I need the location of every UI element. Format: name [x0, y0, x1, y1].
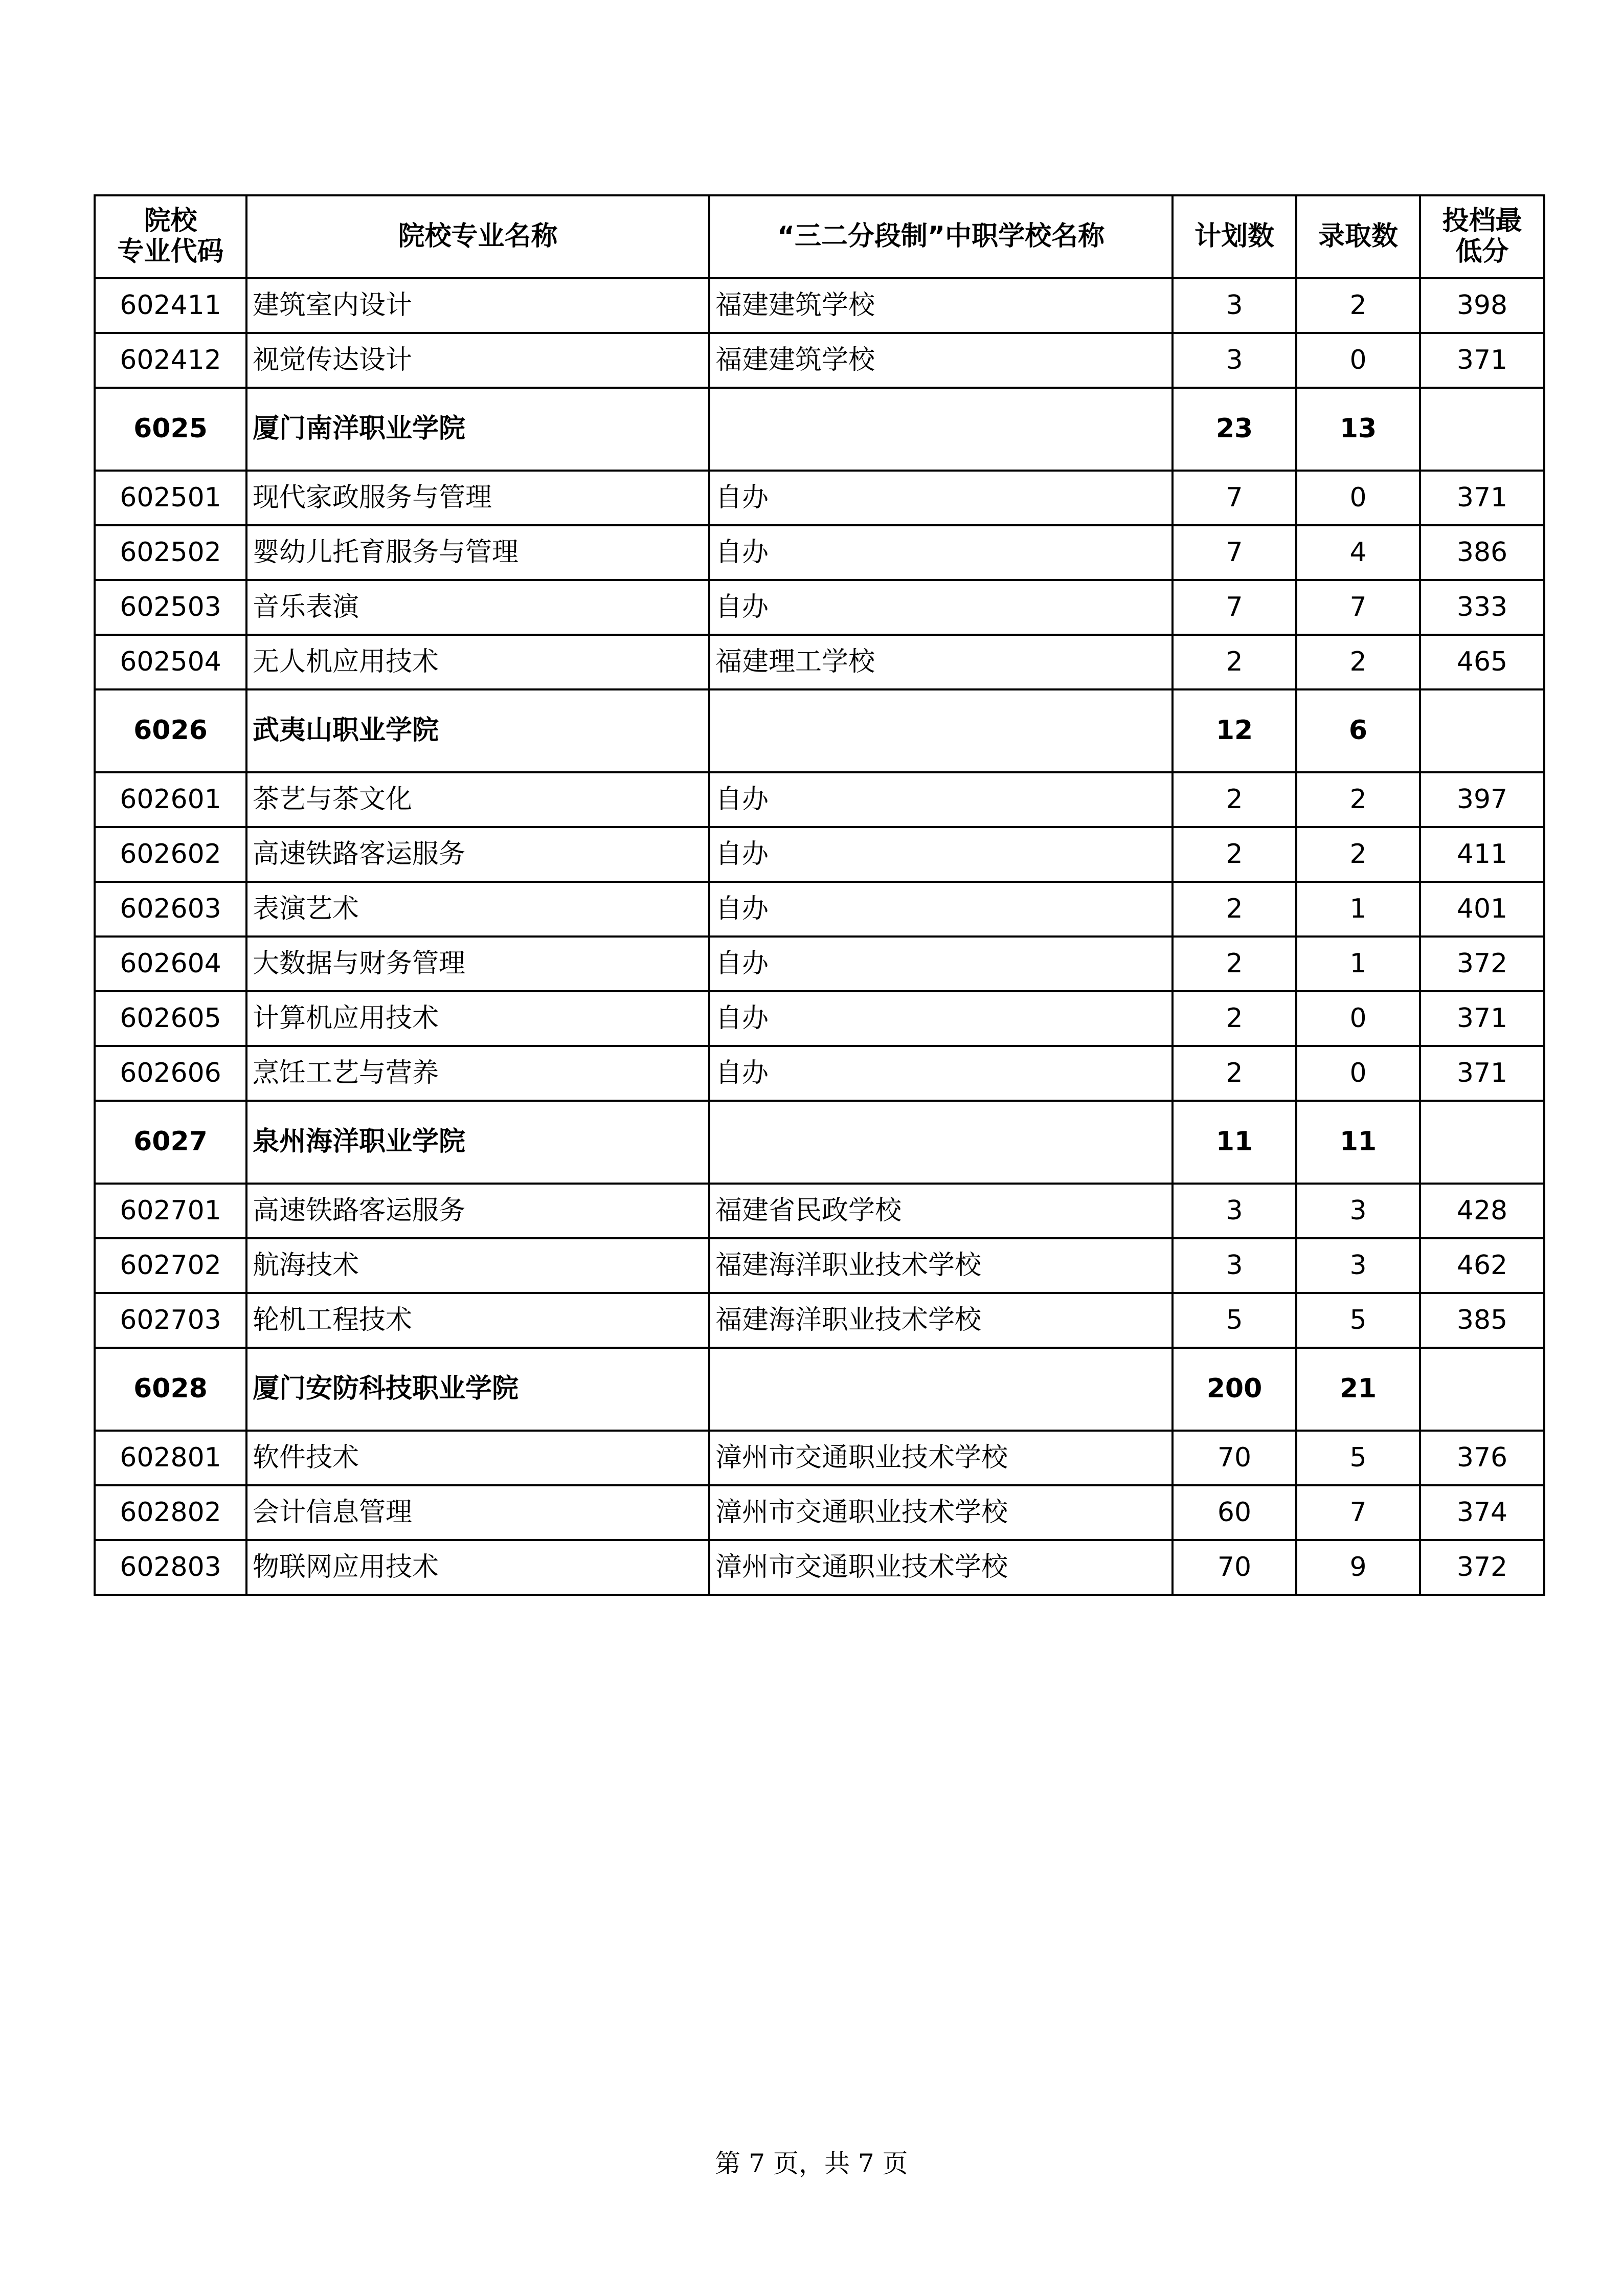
college-row [95, 388, 1544, 471]
cell-name: 物联网应用技术 [246, 1540, 709, 1595]
cell-school: 福建建筑学校 [709, 333, 1173, 388]
cell-code: 602603 [95, 882, 246, 937]
header-admitted: 录取数 [1296, 195, 1420, 278]
cell-school: 漳州市交通职业技术学校 [709, 1485, 1173, 1540]
cell-min-score: 398 [1420, 278, 1544, 333]
cell-min-score: 372 [1420, 1540, 1544, 1595]
cell-school: 自办 [709, 991, 1173, 1046]
cell-school [709, 388, 1173, 471]
cell-code: 602606 [95, 1046, 246, 1101]
cell-min-score: 411 [1420, 827, 1544, 882]
cell-admitted: 5 [1296, 1293, 1420, 1348]
cell-name: 计算机应用技术 [246, 991, 709, 1046]
cell-min-score [1420, 1101, 1544, 1184]
cell-min-score: 372 [1420, 937, 1544, 991]
cell-admitted: 2 [1296, 635, 1420, 689]
cell-plan: 12 [1173, 689, 1296, 772]
cell-plan: 7 [1173, 580, 1296, 635]
cell-school: 自办 [709, 772, 1173, 827]
cell-plan: 2 [1173, 882, 1296, 937]
header-school-name: “三二分段制”中职学校名称 [709, 195, 1173, 278]
cell-admitted: 2 [1296, 772, 1420, 827]
cell-school: 自办 [709, 525, 1173, 580]
cell-admitted: 2 [1296, 827, 1420, 882]
college-row [95, 1101, 1544, 1184]
cell-name: 建筑室内设计 [246, 278, 709, 333]
cell-admitted: 0 [1296, 1046, 1420, 1101]
cell-admitted: 2 [1296, 278, 1420, 333]
table-row [95, 1184, 1544, 1238]
cell-code: 602504 [95, 635, 246, 689]
cell-min-score: 371 [1420, 991, 1544, 1046]
cell-name: 现代家政服务与管理 [246, 471, 709, 525]
cell-school [709, 1348, 1173, 1431]
cell-plan: 3 [1173, 1238, 1296, 1293]
cell-name: 高速铁路客运服务 [246, 1184, 709, 1238]
cell-code: 602601 [95, 772, 246, 827]
table-row [95, 333, 1544, 388]
cell-school [709, 689, 1173, 772]
cell-plan: 2 [1173, 827, 1296, 882]
table-row [95, 937, 1544, 991]
cell-name: 厦门南洋职业学院 [246, 388, 709, 471]
cell-plan: 2 [1173, 991, 1296, 1046]
cell-admitted: 7 [1296, 1485, 1420, 1540]
cell-code: 602503 [95, 580, 246, 635]
table-row [95, 882, 1544, 937]
cell-min-score: 386 [1420, 525, 1544, 580]
college-row [95, 689, 1544, 772]
cell-school: 自办 [709, 580, 1173, 635]
cell-plan: 3 [1173, 1184, 1296, 1238]
cell-code: 602605 [95, 991, 246, 1046]
cell-plan: 2 [1173, 635, 1296, 689]
cell-name: 航海技术 [246, 1238, 709, 1293]
cell-code: 602412 [95, 333, 246, 388]
cell-name: 无人机应用技术 [246, 635, 709, 689]
cell-school: 自办 [709, 827, 1173, 882]
cell-plan: 2 [1173, 937, 1296, 991]
cell-name: 武夷山职业学院 [246, 689, 709, 772]
cell-code: 602701 [95, 1184, 246, 1238]
cell-admitted: 0 [1296, 333, 1420, 388]
cell-min-score: 374 [1420, 1485, 1544, 1540]
cell-code: 6027 [95, 1101, 246, 1184]
cell-name: 泉州海洋职业学院 [246, 1101, 709, 1184]
cell-plan: 70 [1173, 1431, 1296, 1485]
cell-name: 轮机工程技术 [246, 1293, 709, 1348]
cell-min-score [1420, 689, 1544, 772]
cell-admitted: 13 [1296, 388, 1420, 471]
table-row [95, 1540, 1544, 1595]
cell-plan: 7 [1173, 471, 1296, 525]
cell-min-score [1420, 1348, 1544, 1431]
cell-code: 602702 [95, 1238, 246, 1293]
table-row [95, 1293, 1544, 1348]
cell-name: 会计信息管理 [246, 1485, 709, 1540]
table-row [95, 635, 1544, 689]
cell-code: 602602 [95, 827, 246, 882]
cell-plan: 23 [1173, 388, 1296, 471]
cell-admitted: 9 [1296, 1540, 1420, 1595]
college-row [95, 1348, 1544, 1431]
cell-plan: 7 [1173, 525, 1296, 580]
cell-admitted: 0 [1296, 471, 1420, 525]
cell-code: 6025 [95, 388, 246, 471]
header-row [95, 195, 1544, 278]
cell-admitted: 1 [1296, 882, 1420, 937]
cell-admitted: 11 [1296, 1101, 1420, 1184]
cell-name: 厦门安防科技职业学院 [246, 1348, 709, 1431]
cell-school: 福建省民政学校 [709, 1184, 1173, 1238]
cell-plan: 2 [1173, 772, 1296, 827]
cell-min-score: 428 [1420, 1184, 1544, 1238]
cell-plan: 11 [1173, 1101, 1296, 1184]
cell-admitted: 6 [1296, 689, 1420, 772]
cell-min-score [1420, 388, 1544, 471]
cell-min-score: 376 [1420, 1431, 1544, 1485]
table-row [95, 1485, 1544, 1540]
table-row [95, 471, 1544, 525]
cell-school: 漳州市交通职业技术学校 [709, 1431, 1173, 1485]
page-number: 第 7 页，共 7 页 [715, 2149, 908, 2178]
table-row [95, 772, 1544, 827]
cell-code: 602604 [95, 937, 246, 991]
cell-code: 6028 [95, 1348, 246, 1431]
table-row [95, 278, 1544, 333]
cell-school: 福建海洋职业技术学校 [709, 1238, 1173, 1293]
cell-name: 烹饪工艺与营养 [246, 1046, 709, 1101]
cell-admitted: 5 [1296, 1431, 1420, 1485]
header-code: 院校 专业代码 [95, 195, 246, 278]
cell-name: 软件技术 [246, 1431, 709, 1485]
table-row [95, 1238, 1544, 1293]
cell-school: 福建海洋职业技术学校 [709, 1293, 1173, 1348]
header-min-score: 投档最 低分 [1420, 195, 1544, 278]
cell-min-score: 462 [1420, 1238, 1544, 1293]
cell-school [709, 1101, 1173, 1184]
table-row [95, 827, 1544, 882]
table-body [95, 278, 1544, 1595]
table-row [95, 991, 1544, 1046]
cell-name: 婴幼儿托育服务与管理 [246, 525, 709, 580]
cell-name: 茶艺与茶文化 [246, 772, 709, 827]
cell-admitted: 4 [1296, 525, 1420, 580]
cell-plan: 60 [1173, 1485, 1296, 1540]
cell-school: 自办 [709, 882, 1173, 937]
cell-name: 高速铁路客运服务 [246, 827, 709, 882]
cell-min-score: 465 [1420, 635, 1544, 689]
table-row [95, 1431, 1544, 1485]
cell-admitted: 3 [1296, 1184, 1420, 1238]
cell-school: 福建理工学校 [709, 635, 1173, 689]
cell-school: 自办 [709, 937, 1173, 991]
cell-min-score: 371 [1420, 333, 1544, 388]
cell-min-score: 371 [1420, 1046, 1544, 1101]
cell-plan: 70 [1173, 1540, 1296, 1595]
cell-admitted: 7 [1296, 580, 1420, 635]
cell-min-score: 371 [1420, 471, 1544, 525]
cell-min-score: 385 [1420, 1293, 1544, 1348]
cell-school: 福建建筑学校 [709, 278, 1173, 333]
cell-plan: 3 [1173, 333, 1296, 388]
cell-min-score: 397 [1420, 772, 1544, 827]
header-major-name: 院校专业名称 [246, 195, 709, 278]
cell-code: 602411 [95, 278, 246, 333]
cell-code: 602501 [95, 471, 246, 525]
table-row [95, 580, 1544, 635]
cell-admitted: 21 [1296, 1348, 1420, 1431]
table-row [95, 525, 1544, 580]
cell-name: 音乐表演 [246, 580, 709, 635]
cell-code: 6026 [95, 689, 246, 772]
cell-plan: 3 [1173, 278, 1296, 333]
cell-admitted: 3 [1296, 1238, 1420, 1293]
cell-school: 自办 [709, 1046, 1173, 1101]
cell-plan: 5 [1173, 1293, 1296, 1348]
cell-plan: 200 [1173, 1348, 1296, 1431]
cell-name: 视觉传达设计 [246, 333, 709, 388]
admissions-table [94, 194, 1545, 1596]
cell-code: 602801 [95, 1431, 246, 1485]
cell-school: 自办 [709, 471, 1173, 525]
cell-min-score: 333 [1420, 580, 1544, 635]
cell-code: 602803 [95, 1540, 246, 1595]
table-row [95, 1046, 1544, 1101]
header-plan: 计划数 [1173, 195, 1296, 278]
cell-school: 漳州市交通职业技术学校 [709, 1540, 1173, 1595]
cell-name: 表演艺术 [246, 882, 709, 937]
cell-admitted: 1 [1296, 937, 1420, 991]
cell-code: 602802 [95, 1485, 246, 1540]
cell-code: 602703 [95, 1293, 246, 1348]
cell-name: 大数据与财务管理 [246, 937, 709, 991]
cell-admitted: 0 [1296, 991, 1420, 1046]
cell-plan: 2 [1173, 1046, 1296, 1101]
cell-min-score: 401 [1420, 882, 1544, 937]
cell-code: 602502 [95, 525, 246, 580]
